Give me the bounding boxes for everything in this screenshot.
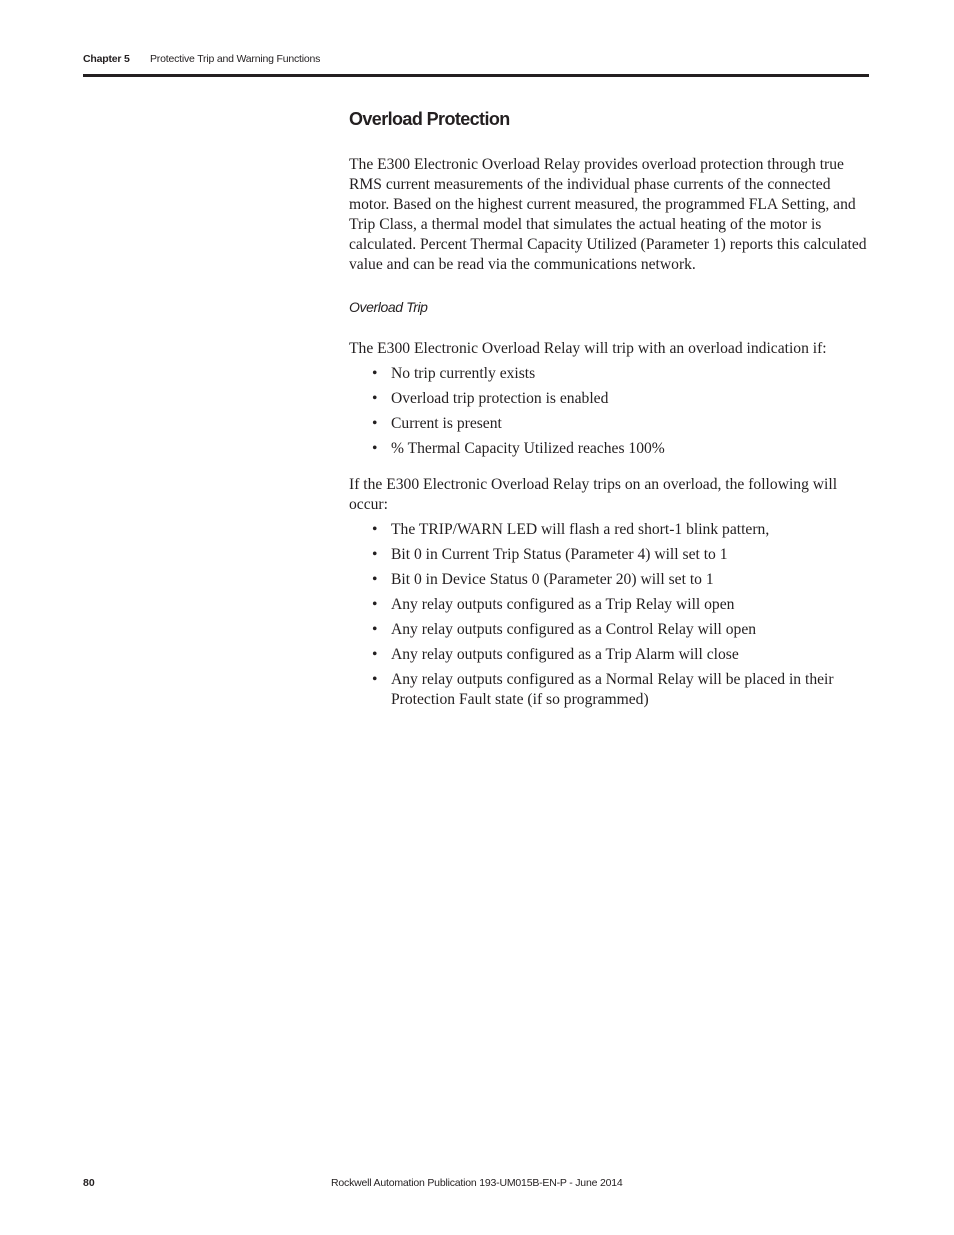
bullet-icon: • — [372, 671, 378, 688]
bullet-icon: • — [372, 571, 378, 588]
trip-conditions-list — [349, 364, 869, 459]
bullet-icon: • — [372, 521, 378, 538]
bullet-icon: • — [372, 415, 378, 432]
list-item: • No trip currently exists — [372, 365, 536, 382]
list-item: • Bit 0 in Current Trip Status (Parameter 4) will set to 1 — [372, 546, 728, 563]
bullet-icon: • — [372, 390, 378, 407]
list-item: • Current is present — [372, 415, 502, 432]
subsection-title: Overload Trip — [349, 299, 428, 315]
page-footer — [83, 1177, 869, 1197]
bullet-icon: • — [372, 365, 378, 382]
page-number: 80 — [83, 1177, 95, 1189]
list-item: • Any relay outputs configured as a Control Relay will open — [372, 621, 757, 638]
list-item: • Overload trip protection is enabled — [372, 390, 609, 407]
bullet-icon: • — [372, 646, 378, 663]
list-item: • Bit 0 in Device Status 0 (Parameter 20) will set to 1 — [372, 571, 714, 588]
bullet-icon: • — [372, 440, 378, 457]
main-content — [349, 106, 869, 715]
bullet-icon: • — [372, 621, 378, 638]
chapter-label: Chapter 5 — [83, 53, 130, 65]
list-item: • % Thermal Capacity Utilized reaches 100% — [372, 440, 665, 457]
section-intro-paragraph: The E300 Electronic Overload Relay provides overload protection through true RMS current measurements of the individual phase currents of the connected motor. Based on the highest current measured, the programmed FLA Setting, and Trip Class, a thermal model that simulates the actual heating of the motor is calculated. Percent Thermal Capacity Utilized (Parameter 1) reports this calculated value and can be read via the communications network. — [349, 156, 867, 273]
bullet-icon: • — [372, 596, 378, 613]
occur-intro-paragraph: If the E300 Electronic Overload Relay trips on an overload, the following will occur: — [349, 476, 838, 513]
list-item: • Any relay outputs configured as a Trip Alarm will close — [372, 646, 739, 663]
chapter-title: Protective Trip and Warning Functions — [150, 53, 321, 65]
trip-intro-paragraph: The E300 Electronic Overload Relay will trip with an overload indication if: — [349, 340, 827, 357]
header-rule — [83, 74, 869, 77]
bullet-icon: • — [372, 546, 378, 563]
list-item: • Any relay outputs configured as a Normal Relay will be placed in their Protection Fault state (if so programmed) — [372, 671, 834, 708]
publication-info: Rockwell Automation Publication 193-UM015B-EN-P - June 2014 — [331, 1177, 623, 1189]
occur-items-list — [349, 520, 869, 710]
list-item: • The TRIP/WARN LED will flash a red short-1 blink pattern, — [372, 521, 770, 538]
list-item: • Any relay outputs configured as a Trip Relay will open — [372, 596, 735, 613]
section-title: Overload Protection — [349, 109, 510, 129]
